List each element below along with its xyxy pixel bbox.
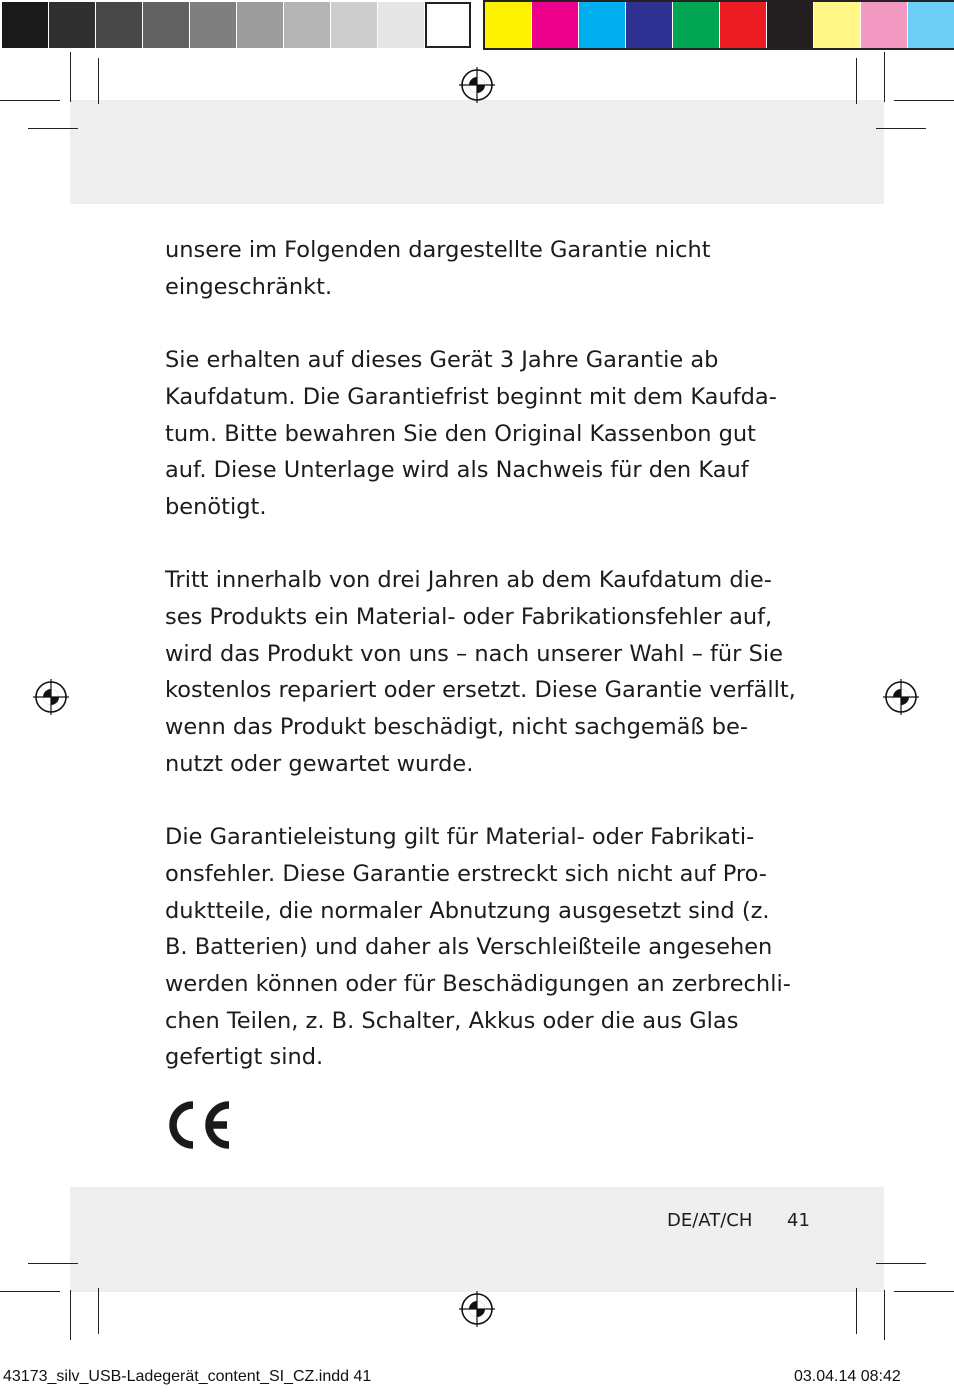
gray-swatch <box>378 2 424 48</box>
body-paragraph <box>165 562 805 782</box>
process-color-swatch <box>720 2 766 48</box>
body-paragraph <box>165 232 805 305</box>
page-number: 41 <box>787 1210 810 1231</box>
text-line: wenn das Produkt beschädigt, nicht sachgemäß be- <box>165 714 748 741</box>
text-line: duktteile, die normaler Abnutzung ausgesetzt sind (z. <box>165 897 770 924</box>
process-color-swatch <box>767 2 813 48</box>
text-line: tum. Bitte bewahren Sie den Original Kassenbon gut <box>165 420 756 447</box>
registration-mark-icon <box>32 678 70 716</box>
ce-mark-icon <box>163 1100 233 1150</box>
slug-filename: 43173_silv_USB-Ladegerät_content_SI_CZ.indd 41 <box>3 1368 372 1385</box>
text-line: Sie erhalten auf dieses Gerät 3 Jahre Garantie ab <box>165 347 719 374</box>
process-color-swatch <box>579 2 625 48</box>
process-color-swatch <box>532 2 578 48</box>
process-color-swatch <box>626 2 672 48</box>
text-line: wird das Produkt von uns – nach unserer Wahl – für Sie <box>165 640 783 667</box>
slug-datetime: 03.04.14 08:42 <box>794 1368 901 1385</box>
gray-swatch <box>143 2 189 48</box>
text-line: unsere im Folgenden dargestellte Garantie nicht <box>165 237 711 263</box>
gray-swatch <box>237 2 283 48</box>
body-paragraph <box>165 342 805 526</box>
warranty-text <box>165 232 805 1113</box>
gray-swatch <box>2 2 48 48</box>
registration-mark-icon <box>458 66 496 104</box>
text-line: B. Batterien) und daher als Verschleißteile angesehen <box>165 934 773 961</box>
text-line: Die Garantieleistung gilt für Material- oder Fabrikati- <box>165 824 755 851</box>
text-line: auf. Diese Unterlage wird als Nachweis für den Kauf <box>165 457 749 484</box>
text-line: gefertigt sind. <box>165 1044 324 1071</box>
text-line: chen Teilen, z. B. Schalter, Akkus oder die aus Glas <box>165 1007 739 1034</box>
gray-swatch <box>190 2 236 48</box>
process-color-swatch <box>485 2 531 48</box>
process-color-swatch <box>908 2 954 48</box>
process-color-swatch <box>814 2 860 48</box>
header-band <box>70 100 884 204</box>
text-line: kostenlos repariert oder ersetzt. Diese Garantie verfällt, <box>165 677 796 704</box>
text-line: Tritt innerhalb von drei Jahren ab dem Kaufdatum die- <box>165 567 772 594</box>
process-color-control-bar <box>485 2 954 48</box>
gray-swatch <box>425 2 471 48</box>
footer-region-label: DE/AT/CH <box>667 1210 753 1231</box>
grayscale-control-bar <box>2 2 472 48</box>
gray-swatch <box>284 2 330 48</box>
body-paragraph <box>165 819 805 1076</box>
footer-band <box>70 1187 884 1292</box>
process-color-swatch <box>673 2 719 48</box>
text-line: onsfehler. Diese Garantie erstreckt sich nicht auf Pro- <box>165 860 767 887</box>
text-line: ses Produkts ein Material- oder Fabrikationsfehler auf, <box>165 604 773 630</box>
gray-swatch <box>49 2 95 48</box>
text-line: werden können oder für Beschädigungen an zerbrechli- <box>165 971 791 998</box>
registration-mark-icon <box>458 1290 496 1328</box>
gray-swatch <box>96 2 142 48</box>
text-line: benötigt. <box>165 493 267 520</box>
text-line: eingeschränkt. <box>165 273 333 300</box>
text-line: Kaufdatum. Die Garantiefrist beginnt mit dem Kaufda- <box>165 383 777 410</box>
text-line: nutzt oder gewartet wurde. <box>165 750 474 777</box>
process-color-swatch <box>861 2 907 48</box>
registration-mark-icon <box>882 678 920 716</box>
gray-swatch <box>331 2 377 48</box>
